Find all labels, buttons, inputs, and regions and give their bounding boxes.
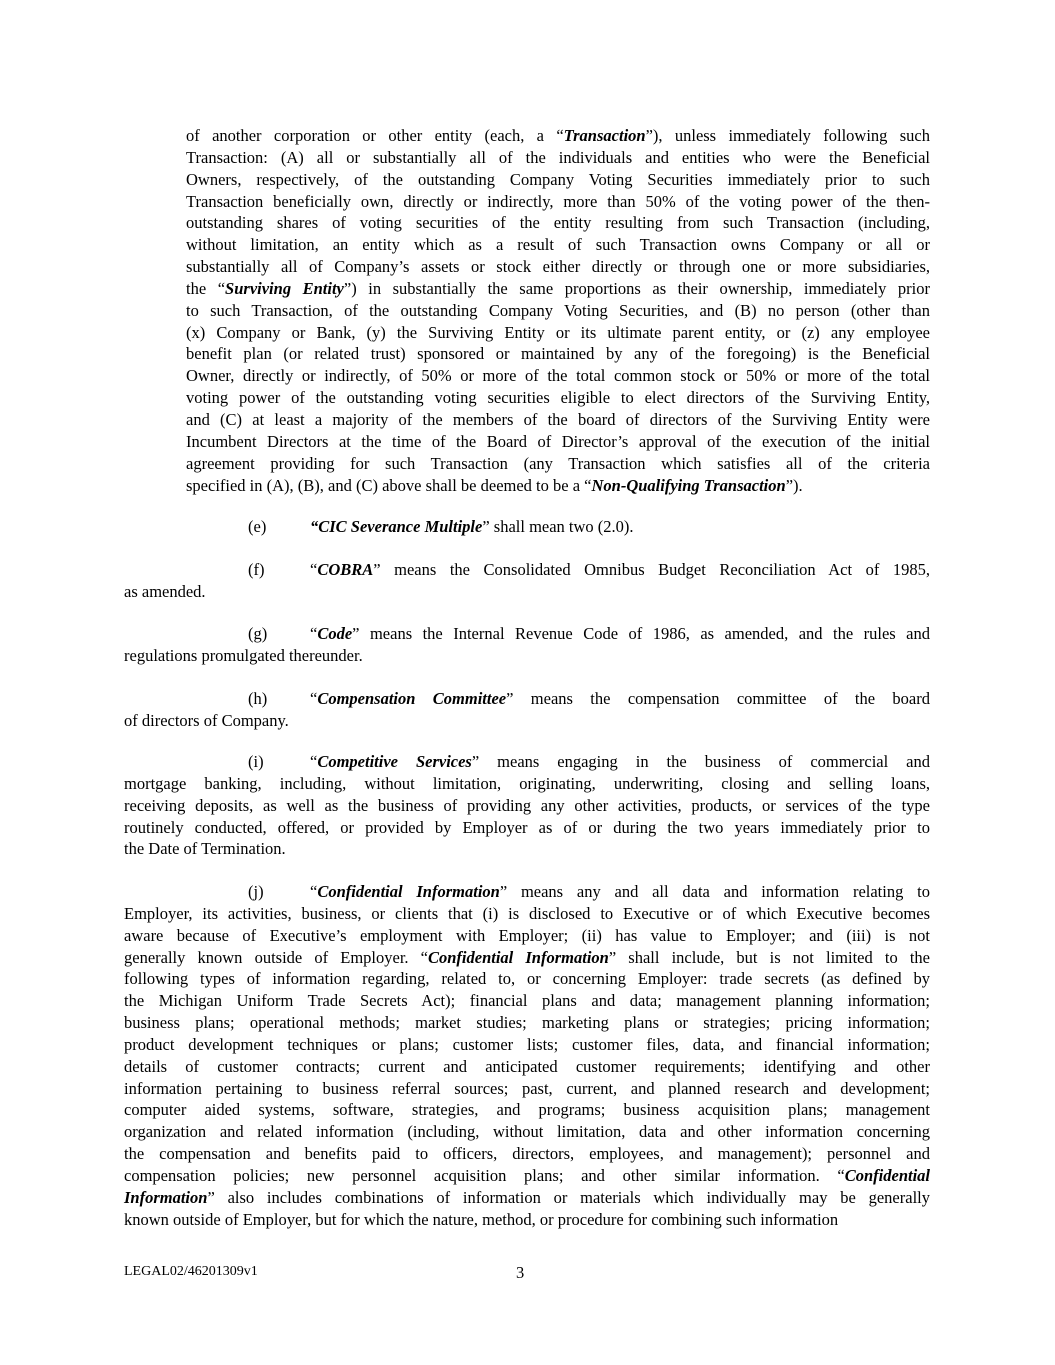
text-line: to such Transaction, of the outstanding Company Voting Securities, and (B) no person (other than [186, 300, 930, 320]
page-number: 3 [516, 1263, 525, 1282]
text-line: the Date of Termination. [124, 839, 286, 859]
text-line: following types of information regarding, related to, or concerning Employer: trade secrets (as defined by [124, 969, 930, 989]
text-line: (i) “Competitive Services” means engaging in the business of commercial and [248, 752, 930, 771]
section-number: (i) [248, 752, 264, 771]
text-line: substantially all of Company’s assets or stock either directly or through one or more subsidiaries, [186, 257, 930, 277]
defined-term: Competitive Services [317, 752, 472, 771]
text-line: (j) “Confidential Information” means any and all data and information relating to [248, 882, 930, 901]
text-line: as amended. [124, 581, 206, 601]
text-line: of directors of Company. [124, 710, 289, 730]
text-line: Transaction: (A) all or substantially all of the individuals and entities who were the Beneficial [186, 147, 930, 167]
text-line: outstanding shares of voting securities of the entity resulting from such Transaction (including, [186, 213, 930, 233]
definition-f [124, 559, 930, 603]
defined-term: Confidential [844, 1165, 930, 1185]
section-number: (h) [248, 689, 268, 708]
text-line: voting power of the outstanding voting securities eligible to elect directors of the Surviving Entity, [186, 388, 930, 408]
text-line: organization and related information (including, without limitation, data and other information concerning [124, 1122, 930, 1142]
text-line: computer aided systems, software, strategies, and programs; business acquisition plans; management [124, 1100, 930, 1120]
text-line: known outside of Employer, but for which the nature, method, or procedure for combining such information [124, 1209, 839, 1229]
text-line: (e) “CIC Severance Multiple” shall mean two (2.0). [248, 517, 634, 536]
text-line: Incumbent Directors at the time of the Board of Director’s approval of the execution of the initial [186, 431, 930, 451]
text-line: Owners, respectively, of the outstanding Company Voting Securities immediately prior to such [186, 169, 930, 189]
text-line: details of customer contracts; current and anticipated customer requirements; identifying and other [124, 1056, 930, 1076]
defined-term: Non-Qualifying Transaction [591, 475, 786, 495]
defined-term: Confidential Information [317, 882, 500, 901]
text-line: Transaction beneficially own, directly or indirectly, more than 50% of the voting power of the then- [186, 191, 930, 211]
text-line: routinely conducted, offered, or provided by Employer as of or during the two years immediately prior to [124, 817, 930, 837]
text-line: business plans; operational methods; market studies; marketing plans or strategies; pricing information; [124, 1013, 930, 1033]
text-line: the “Surviving Entity”) in substantially the same proportions as their ownership, immediately prior [186, 278, 930, 298]
definition-e [124, 516, 930, 538]
text-line: generally known outside of Employer. “Confidential Information” shall include, but is not limited to the [124, 947, 930, 967]
section-number: (g) [248, 624, 268, 643]
defined-term: Surviving Entity [225, 278, 344, 298]
section-number: (f) [248, 560, 265, 579]
definition-g [124, 623, 930, 667]
text-line: Employer, its activities, business, or clients that (i) is disclosed to Executive or of which Executive becomes [124, 903, 930, 923]
text-line: (x) Company or Bank, (y) the Surviving Entity or its ultimate parent entity, or (z) any employee [186, 322, 930, 342]
text-line: the compensation and benefits paid to officers, directors, employees, and management); personnel and [124, 1144, 930, 1164]
text-line: without limitation, an entity which as a result of such Transaction owns Company or all or [186, 235, 930, 255]
text-line: specified in (A), (B), and (C) above shall be deemed to be a “Non-Qualifying Transaction”). [186, 475, 803, 495]
text-line: agreement providing for such Transaction (any Transaction which satisfies all of the criteria [186, 453, 930, 473]
text-line: the Michigan Uniform Trade Secrets Act); financial plans and data; management planning information; [124, 991, 930, 1011]
text-line: receiving deposits, as well as the business of providing any other activities, products, or services of the type [124, 795, 930, 815]
defined-term: Compensation Committee [317, 689, 507, 708]
definition-i [124, 751, 930, 860]
text-line: compensation policies; new personnel acquisition plans; and other similar information. “Confidential [124, 1165, 930, 1185]
transaction-paragraph [186, 125, 930, 496]
defined-term: “CIC Severance Multiple [310, 517, 483, 536]
text-line: regulations promulgated thereunder. [124, 645, 363, 665]
text-line: (h) “Compensation Committee” means the compensation committee of the board [248, 689, 931, 708]
definition-j [124, 881, 930, 1231]
text-line: information pertaining to business referral sources; past, current, and planned research and development; [124, 1078, 930, 1098]
text-line: and (C) at least a majority of the members of the board of directors of the Surviving Entity were [186, 409, 930, 429]
document-id: LEGAL02/46201309v1 [124, 1264, 258, 1279]
text-line: mortgage banking, including, without limitation, originating, underwriting, closing and selling loans, [124, 773, 930, 793]
defined-term: Confidential Information [427, 947, 609, 967]
defined-term: Transaction [563, 126, 646, 145]
section-number: (e) [248, 517, 267, 536]
text-line: Owner, directly or indirectly, of 50% or more of the total common stock or 50% or more of the total [186, 366, 930, 386]
text-line: product development techniques or plans; customer lists; customer files, data, and financial information; [124, 1034, 930, 1054]
text-line: Information” also includes combinations of information or materials which individually may be generally [124, 1187, 930, 1207]
defined-term: COBRA [317, 560, 374, 579]
text-line: (f) “COBRA” means the Consolidated Omnibus Budget Reconciliation Act of 1985, [248, 560, 930, 579]
text-line: of another corporation or other entity (each, a “Transaction”), unless immediately following such [186, 126, 930, 145]
definition-h [124, 688, 930, 732]
defined-term: Code [317, 624, 353, 643]
text-line: benefit plan (or related trust) sponsored or maintained by any of the foregoing) is the Beneficial [186, 344, 930, 364]
text-line: (g) “Code” means the Internal Revenue Code of 1986, as amended, and the rules and [248, 624, 930, 643]
section-number: (j) [248, 882, 264, 901]
text-line: aware because of Executive’s employment with Employer; (ii) has value to Employer; and (iii) is not [124, 925, 930, 945]
defined-term: Information [124, 1187, 208, 1207]
